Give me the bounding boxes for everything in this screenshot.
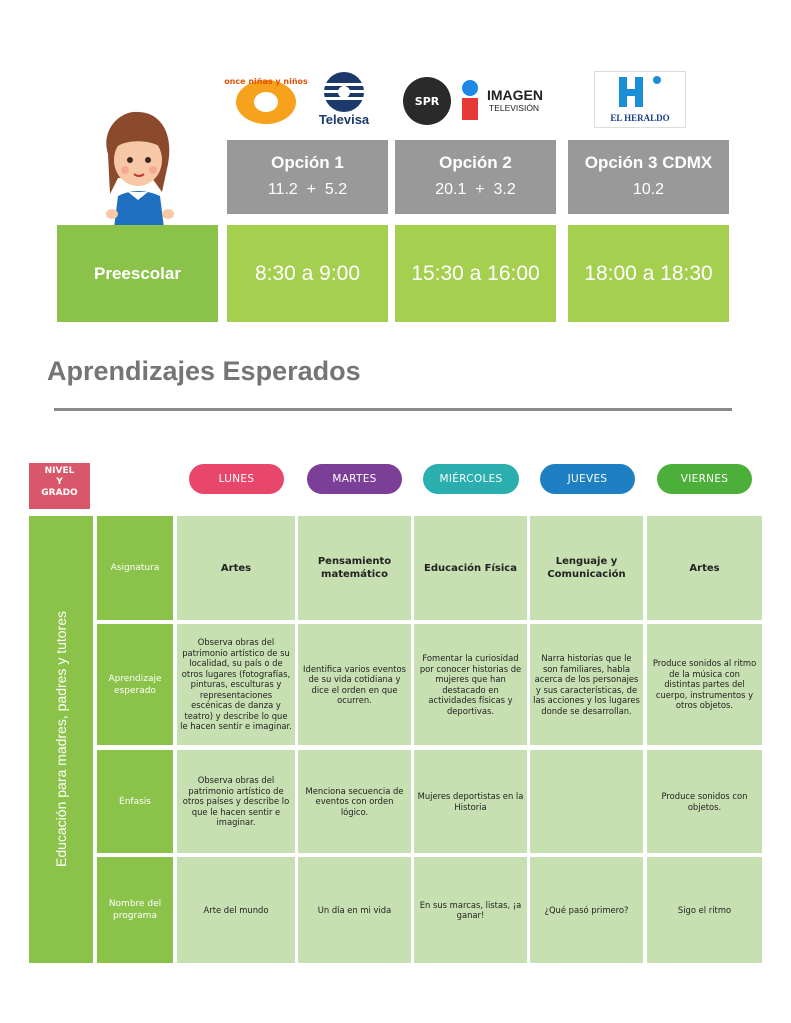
el-heraldo-logo <box>594 71 686 128</box>
cell-aprendizaje-miercoles: Fomentar la curiosidad por conocer historias de mujeres que han destacado en actividades físicas y deportivas. <box>414 624 527 745</box>
row-header-asignatura: Asignatura <box>97 516 173 620</box>
cell-enfasis-miercoles: Mujeres deportistas en la Historia <box>414 750 527 853</box>
day-pill-viernes: VIERNES <box>657 464 752 494</box>
cell-enfasis-viernes: Produce sonidos con objetos. <box>647 750 762 853</box>
option-channels: 11.2 + 5.2 <box>267 181 348 198</box>
option-2-time: 15:30 a 16:00 <box>395 225 556 322</box>
cell-enfasis-martes: Menciona secuencia de eventos con orden lógico. <box>298 750 411 853</box>
svg-text:TELEVISIÓN: TELEVISIÓN <box>489 103 540 113</box>
girl-illustration <box>92 108 180 228</box>
divider <box>54 408 732 411</box>
svg-text:IMAGEN: IMAGEN <box>487 87 543 103</box>
svg-text:once niñas y niños: once niñas y niños <box>224 77 308 86</box>
day-pill-lunes: LUNES <box>189 464 284 494</box>
day-pill-martes: MARTES <box>307 464 402 494</box>
level-label: Preescolar <box>57 225 218 322</box>
day-pill-miercoles: MIÉRCOLES <box>423 464 519 494</box>
option-title: Opción 3 CDMX <box>584 153 713 172</box>
option-2-header <box>395 140 556 214</box>
option-channels: 10.2 <box>632 181 665 198</box>
cell-enfasis-lunes: Observa obras del patrimonio artístico de otros países y describe lo que le hacen sentir e imaginar. <box>177 750 295 853</box>
option-3-time: 18:00 a 18:30 <box>568 225 729 322</box>
cell-asignatura-lunes: Artes <box>177 516 295 620</box>
audience-vertical-label <box>29 516 93 963</box>
cell-aprendizaje-martes: Identifica varios eventos de su vida cotidiana y dice el orden en que ocurren. <box>298 624 411 745</box>
cell-asignatura-viernes: Artes <box>647 516 762 620</box>
audience-label-text: Educación para madres, padres y tutores <box>53 610 69 868</box>
row-header-enfasis: Énfasis <box>97 750 173 853</box>
spr-logo: SPR <box>403 77 451 125</box>
section-title: Aprendizajes Esperados <box>47 356 361 386</box>
row-header-aprendizaje: Aprendizaje esperado <box>97 624 173 745</box>
row-header-programa: Nombre del programa <box>97 857 173 963</box>
cell-asignatura-martes: Pensamiento matemático <box>298 516 411 620</box>
option-title: Opción 1 <box>271 153 344 172</box>
option-1-time: 8:30 a 9:00 <box>227 225 388 322</box>
cell-programa-jueves: ¿Qué pasó primero? <box>530 857 643 963</box>
option-1-header <box>227 140 388 214</box>
nivel-grado-label: NIVEL Y GRADO <box>29 463 90 509</box>
cell-programa-martes: Un día en mi vida <box>298 857 411 963</box>
cell-aprendizaje-viernes: Produce sonidos al ritmo de la música con distintas partes del cuerpo, instrumentos y otros objetos. <box>647 624 762 745</box>
imagen-television-logo <box>459 78 559 122</box>
cell-programa-lunes: Arte del mundo <box>177 857 295 963</box>
svg-text:Televisa: Televisa <box>318 112 370 127</box>
option-channels: 20.1 + 3.2 <box>435 181 516 198</box>
cell-asignatura-miercoles: Educación Física <box>414 516 527 620</box>
cell-enfasis-jueves <box>530 750 643 853</box>
day-pill-jueves: JUEVES <box>540 464 635 494</box>
cell-aprendizaje-lunes: Observa obras del patrimonio artístico de su localidad, su país o de otros lugares (fotografías, pinturas, esculturas y representaciones escénicas de danza y teatro) y describe lo que le hacen sentir e imaginar. <box>177 624 295 745</box>
cell-programa-miercoles: En sus marcas, listas, ¡a ganar! <box>414 857 527 963</box>
option-3-header <box>568 140 729 214</box>
televisa-logo <box>309 70 379 128</box>
cell-programa-viernes: Sigo el ritmo <box>647 857 762 963</box>
cell-aprendizaje-jueves: Narra historias que le son familiares, habla acerca de los personajes y sus características, de las acciones y los lugares donde se desarrollan. <box>530 624 643 745</box>
once-logo <box>224 72 308 128</box>
option-title: Opción 2 <box>439 153 512 172</box>
svg-text:EL HERALDO: EL HERALDO <box>610 113 670 123</box>
cell-asignatura-jueves: Lenguaje y Comunicación <box>530 516 643 620</box>
